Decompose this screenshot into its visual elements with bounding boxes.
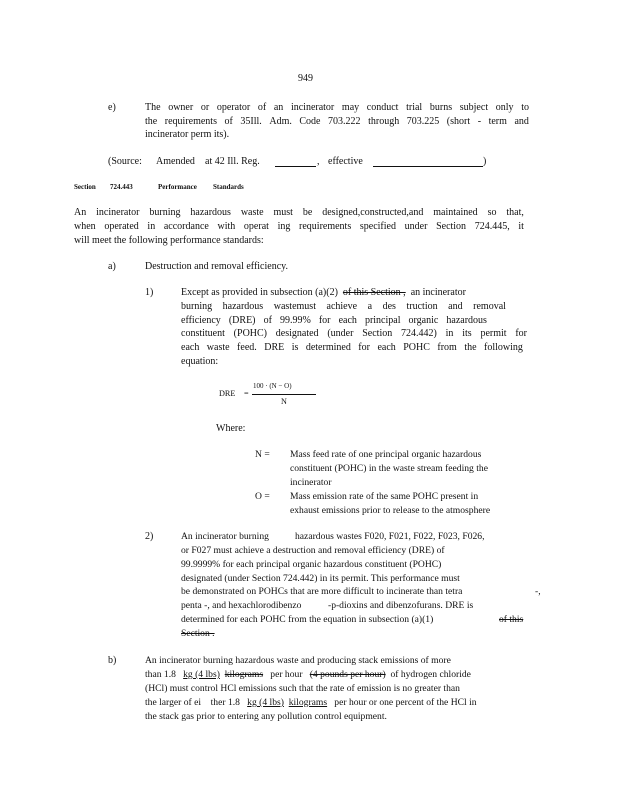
- item-a2-line7a: determined for each POHC from the equation in subsection (a)(1): [181, 614, 434, 625]
- equation-denominator: N: [281, 397, 287, 406]
- source-close: ): [483, 156, 487, 167]
- where-n-line3: incinerator: [290, 477, 332, 488]
- b-line4-b: ther 1.8: [210, 697, 240, 708]
- source-open: (Source:: [108, 156, 142, 167]
- where-n-line2: constituent (POHC) in the waste stream feeding the: [290, 463, 488, 474]
- item-a2-line4: designated (under Section 724.442) in its permit. This performance must: [181, 573, 460, 584]
- b-line4-a: the larger of ei: [145, 697, 202, 708]
- item-a1-line5: each waste feed. DRE is determined for each POHC from the following: [181, 342, 523, 353]
- item-a1-line3: efficiency (DRE) of 99.99% for each principal organic hazardous: [181, 315, 487, 326]
- source-effective: effective: [328, 156, 363, 167]
- b-line4-underline: kg (4 lbs): [247, 697, 284, 708]
- item-a2-line1a: An incinerator burning: [181, 531, 269, 542]
- intro-line3: will meet the following performance standards:: [74, 235, 264, 246]
- register-blank: [275, 166, 316, 167]
- item-b-line4: [145, 698, 477, 708]
- intro-line1: An incinerator burning hazardous waste must be designed,constructed,and maintained so that,: [74, 207, 524, 218]
- source-at-reg: at 42 Ill. Reg.: [205, 156, 260, 167]
- item-a2-line5-tail: -,: [535, 586, 541, 597]
- b-line2-c: of hydrogen chloride: [390, 669, 471, 680]
- item-a2-line6b: -p-dioxins and dibenzofurans. DRE is: [328, 600, 474, 611]
- b-line2-b: per hour: [270, 669, 303, 680]
- item-b-line5: the stack gas prior to entering any pollution control equipment.: [145, 711, 387, 722]
- b-line2-underline: kg (4 lbs): [183, 669, 220, 680]
- where-n-line1: Mass feed rate of one principal organic hazardous: [290, 449, 482, 460]
- where-n-symbol: N =: [255, 449, 270, 460]
- item-e-label: e): [108, 102, 116, 113]
- where-label: Where:: [216, 423, 246, 434]
- b-line2-strike2: (4 pounds per hour): [309, 669, 386, 680]
- b-line4-d: per hour or one percent of the HCl in: [334, 697, 477, 708]
- item-a2-label: 2): [145, 531, 154, 542]
- item-a2-line5: be demonstrated on POHCs that are more difficult to incinerate than tetra: [181, 586, 463, 597]
- source-amended: Amended: [156, 156, 195, 167]
- section-label: Section: [74, 183, 96, 191]
- where-o-line1: Mass emission rate of the same POHC present in: [290, 491, 479, 502]
- a1-line1-pre: Except as provided in subsection (a)(2): [181, 287, 338, 298]
- item-b-line3: (HCl) must control HCl emissions such that the rate of emission is no greater than: [145, 683, 460, 694]
- item-a-title: Destruction and removal efficiency.: [145, 261, 288, 272]
- equation-numerator: 100 · (N − O): [253, 382, 292, 390]
- item-a1-line6: equation:: [181, 356, 219, 367]
- item-a2-line6a: penta -, and hexachlorodibenzo: [181, 600, 302, 611]
- page-number: 949: [298, 73, 313, 84]
- item-e-line3: incinerator perm its).: [145, 129, 230, 140]
- item-a1-line1: [181, 288, 466, 298]
- item-a1-label: 1): [145, 287, 154, 298]
- item-a2-line1b: hazardous wastes F020, F021, F022, F023, F026,: [295, 531, 485, 542]
- item-a2-line2: or F027 must achieve a destruction and removal efficiency (DRE) of: [181, 545, 445, 556]
- a1-line1-strike: of this Section ,: [342, 287, 406, 298]
- item-a1-line4: constituent (POHC) designated (under Section 724.442) in its permit for: [181, 328, 527, 339]
- equation-fraction-bar: [252, 394, 316, 395]
- item-a2-line3: 99.9999% for each principal organic hazardous constituent (POHC): [181, 559, 442, 570]
- section-title-2: Standards: [213, 183, 244, 191]
- effective-date-blank: [373, 166, 483, 167]
- item-a2-line7-strike: of this: [499, 614, 524, 625]
- item-b-line1: An incinerator burning hazardous waste and producing stack emissions of more: [145, 655, 451, 666]
- b-line2-strike1: kilograms: [224, 669, 264, 680]
- section-title-1: Performance: [158, 183, 197, 191]
- b-line4-c: kilograms: [288, 697, 328, 708]
- equation-lhs: DRE: [219, 389, 236, 398]
- item-e-line2: the requirements of 35Ill. Adm. Code 703.222 through 703.225 (short - term and: [145, 116, 529, 127]
- a1-line1-post: an incinerator: [410, 287, 466, 298]
- item-a1-line2: burning hazardous wastemust achieve a des truction and removal: [181, 301, 506, 312]
- item-e-line1: The owner or operator of an incinerator may conduct trial burns subject only to: [145, 102, 529, 113]
- intro-line2: when operated in accordance with operat ing requirements specified under Section 724.445, it: [74, 221, 524, 232]
- where-o-symbol: O =: [255, 491, 270, 502]
- item-a-label: a): [108, 261, 116, 272]
- item-a2-line8-strike: Section .: [181, 628, 215, 639]
- item-b-label: b): [108, 655, 117, 666]
- b-line2-a: than 1.8: [145, 669, 176, 680]
- source-comma: ,: [317, 156, 320, 167]
- item-b-line2: [145, 670, 471, 680]
- section-number: 724.443: [110, 183, 133, 191]
- equation-equals: =: [244, 389, 249, 398]
- where-o-line2: exhaust emissions prior to release to the atmosphere: [290, 505, 491, 516]
